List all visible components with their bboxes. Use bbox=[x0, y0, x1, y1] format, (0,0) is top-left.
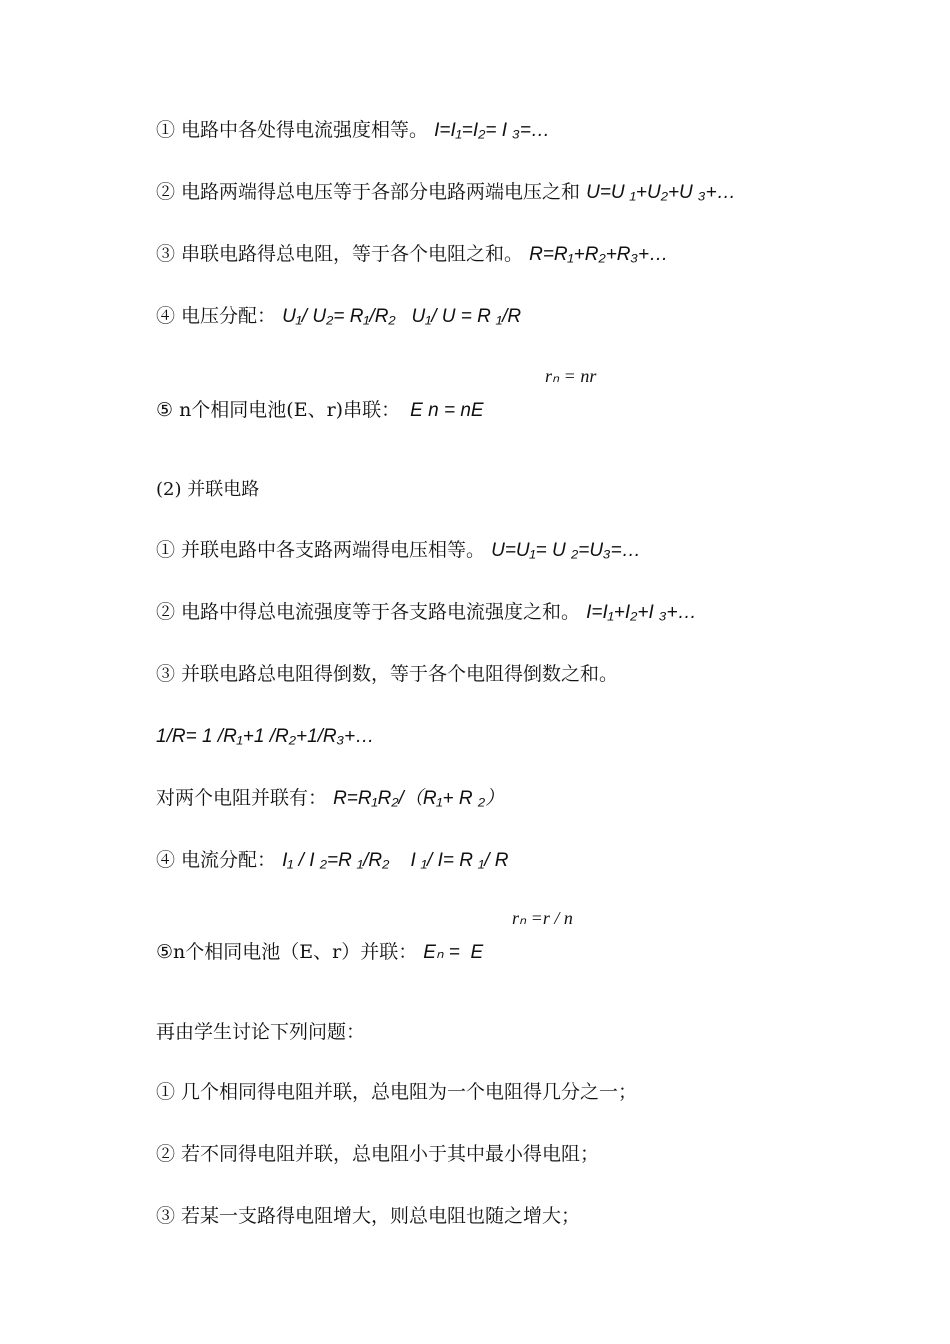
parallel-item-reciprocal bbox=[156, 724, 374, 749]
parallel-item-5-formula: Eₙ = E bbox=[423, 942, 484, 963]
series-item-1-formula: I=I₁=I₂= I ₃=… bbox=[434, 120, 550, 141]
series-item-3-formula: R=R₁+R₂+R₃+… bbox=[529, 244, 669, 265]
parallel-item-1-formula: U=U₁= U ₂=U₃=… bbox=[491, 540, 641, 561]
parallel-heading: (2) 并联电路 bbox=[156, 479, 260, 500]
two-resistors-text: 对两个电阻并联有： bbox=[156, 787, 328, 809]
parallel-item-2-text: ② 电路中得总电流强度等于各支路电流强度之和。 bbox=[156, 601, 581, 623]
series-item-4-text: ④ 电压分配： bbox=[156, 305, 277, 327]
parallel-item-1-text: ① 并联电路中各支路两端得电压相等。 bbox=[156, 539, 486, 561]
parallel-item-5 bbox=[156, 940, 483, 965]
series-item-5-text: ⑤ n个相同电池(E、r)串联： bbox=[156, 399, 401, 421]
series-item-5-formula: E n = nE bbox=[410, 400, 484, 421]
discussion-intro: 再由学生讨论下列问题： bbox=[156, 1021, 366, 1043]
parallel-item-2-formula: I=I₁+I₂+I ₃+… bbox=[586, 602, 697, 623]
parallel-item-3 bbox=[156, 662, 618, 686]
series-item-4-formula: U₁/ U₂= R₁/R₂ U₁/ U = R ₁/R bbox=[282, 306, 522, 327]
series-item-1 bbox=[156, 118, 550, 143]
parallel-item-two-resistors bbox=[156, 786, 504, 811]
series-item-3 bbox=[156, 242, 668, 267]
parallel-item-2 bbox=[156, 600, 697, 625]
series-item-1-text: ① 电路中各处得电流强度相等。 bbox=[156, 119, 429, 141]
reciprocal-formula: 1/R= 1 /R₁+1 /R₂+1/R₃+… bbox=[156, 726, 375, 747]
series-item-2-formula: U=U ₁+U₂+U ₃+… bbox=[586, 182, 736, 203]
series-item-2-text: ② 电路两端得总电压等于各部分电路两端电压之和 bbox=[156, 181, 581, 203]
discussion-item-2: ② 若不同得电阻并联，总电阻小于其中最小得电阻； bbox=[156, 1143, 600, 1165]
parallel-item-3-text: ③ 并联电路总电阻得倒数，等于各个电阻得倒数之和。 bbox=[156, 663, 619, 685]
discussion-item-3: ③ 若某一支路得电阻增大，则总电阻也随之增大； bbox=[156, 1205, 581, 1227]
parallel-item-5-text: ⑤n个相同电池（E、r）并联： bbox=[156, 941, 418, 963]
parallel-item-4-text: ④ 电流分配： bbox=[156, 849, 277, 871]
series-item-2 bbox=[156, 180, 736, 205]
parallel-item-1 bbox=[156, 538, 641, 563]
discussion-item-1: ① 几个相同得电阻并联，总电阻为一个电阻得几分之一； bbox=[156, 1081, 638, 1103]
series-item-5 bbox=[156, 398, 484, 423]
series-battery-internal-resistance: rₙ = nr bbox=[545, 366, 597, 386]
parallel-item-4-formula: I₁ / I ₂=R ₁/R₂ I ₁/ I= R ₁/ R bbox=[282, 850, 509, 871]
parallel-battery-internal-resistance: rₙ =r / n bbox=[512, 908, 573, 928]
two-resistors-formula: R=R₁R₂/（R₁+ R ₂） bbox=[333, 788, 505, 809]
series-item-3-text: ③ 串联电路得总电阻，等于各个电阻之和。 bbox=[156, 243, 524, 265]
parallel-item-4 bbox=[156, 848, 509, 873]
series-item-4 bbox=[156, 304, 521, 329]
